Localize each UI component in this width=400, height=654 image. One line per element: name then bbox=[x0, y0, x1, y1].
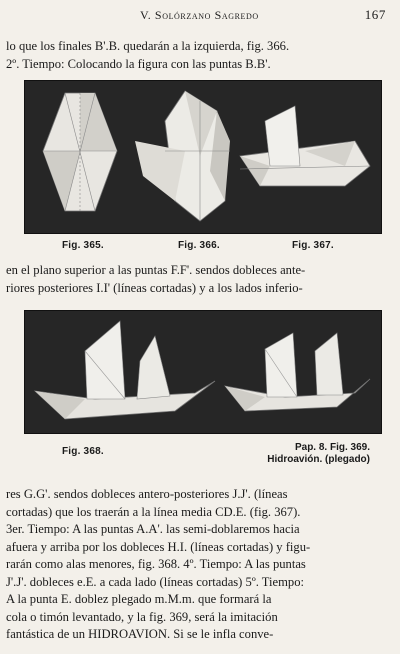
caption-fig-369 bbox=[230, 442, 370, 466]
caption-fig-366: Fig. 366. bbox=[178, 240, 220, 251]
text-line: rarán como alas menores, fig. 368. 4º. Tiempo: A las puntas bbox=[6, 557, 306, 571]
photo-figures-368-369 bbox=[24, 310, 382, 434]
caption-fig-369-line1: Pap. 8. Fig. 369. bbox=[294, 442, 370, 453]
text-line: fantástica de un HIDROAVION. Si se le infla conve- bbox=[6, 627, 274, 641]
paragraph-3 bbox=[6, 486, 392, 644]
paragraph-2 bbox=[6, 262, 392, 297]
running-title: V. Solórzano Sagredo bbox=[140, 8, 259, 22]
text-line: cola o timón levantado, y la fig. 369, será la imitación bbox=[6, 609, 278, 624]
text-line: A la punta E. doblez plegado m.M.m. que formará la bbox=[6, 592, 272, 606]
caption-fig-368: Fig. 368. bbox=[62, 446, 104, 457]
text-line: lo que los finales B'.B. quedarán a la izquierda, fig. 366. bbox=[6, 39, 290, 53]
text-line: 2º. Tiempo: Colocando la figura con las puntas B.B'. bbox=[6, 56, 271, 71]
text-line: res G.G'. sendos dobleces antero-posteriores J.J'. (líneas bbox=[6, 487, 288, 501]
text-line: afuera y arriba por los dobleces H.I. (líneas cortadas) y figu- bbox=[6, 539, 311, 554]
text-line: 3er. Tiempo: A las puntas A.A'. las semi-doblaremos hacia bbox=[6, 522, 300, 536]
caption-fig-367: Fig. 367. bbox=[292, 240, 334, 251]
running-header bbox=[0, 6, 400, 24]
text-line: J'.J'. dobleces e.E. a cada lado (líneas cortadas) 5º. Tiempo: bbox=[6, 574, 305, 589]
caption-fig-369-line2: Hidroavión. (plegado) bbox=[267, 454, 370, 465]
text-line: cortadas) que los traerán a la línea media CD.E. (fig. 367). bbox=[6, 504, 301, 519]
text-line: riores posteriores I.I' (líneas cortadas) y a los lados inferio- bbox=[6, 280, 303, 295]
paragraph-1 bbox=[6, 38, 392, 73]
text-line: en el plano superior a las puntas F.F'. sendos dobleces ante- bbox=[6, 263, 306, 277]
caption-fig-365: Fig. 365. bbox=[62, 240, 104, 251]
page-number: 167 bbox=[364, 7, 386, 22]
photo-figures-365-367 bbox=[24, 80, 382, 234]
